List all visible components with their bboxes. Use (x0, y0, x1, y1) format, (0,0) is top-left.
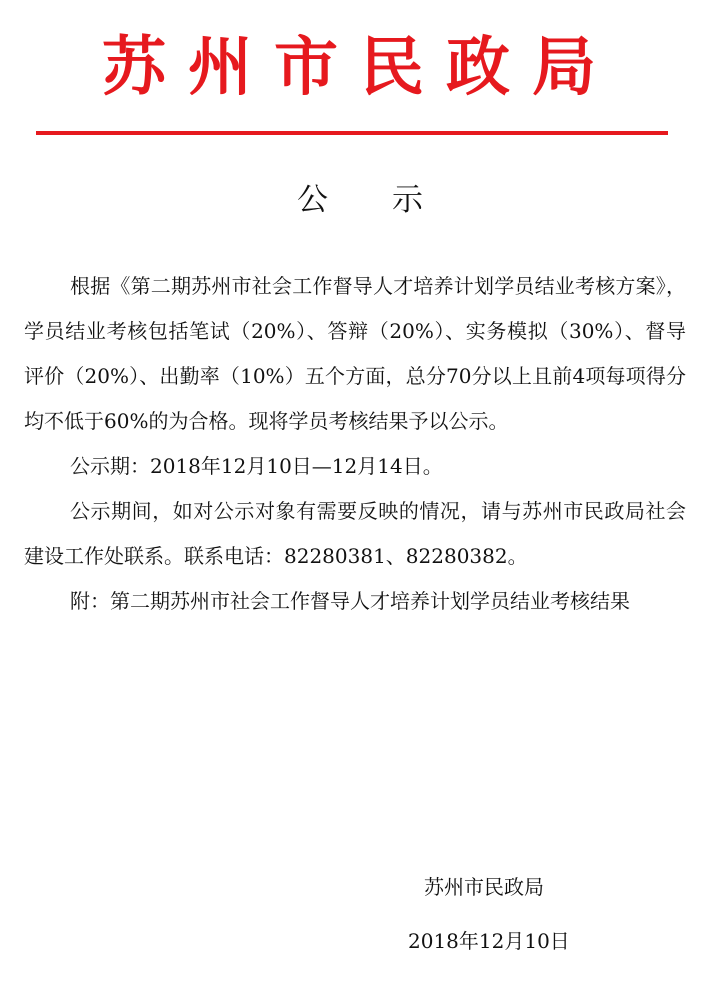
paragraph-attachment: 附：第二期苏州市社会工作督导人才培养计划学员结业考核结果 (70, 589, 630, 613)
signature-org: 苏州市民政局 (424, 875, 544, 899)
paragraph-contact: 公示期间，如对公示对象有需要反映的情况，请与苏州市民政局社会建设工作处联系。联系电话：82280381、82280382。 (24, 499, 686, 568)
signature-date: 2018年12月10日 (408, 929, 570, 953)
signature-block (380, 860, 660, 968)
paragraph-publicity-period: 公示期：2018年12月10日—12月14日。 (70, 454, 443, 478)
paragraph-assessment-rules: 根据《第二期苏州市社会工作督导人才培养计划学员结业考核方案》，学员结业考核包括笔试（20%）、答辩（20%）、实务模拟（30%）、督导评价（20%）、出勤率（10%）五个方面，总分70分以上且前4项每项得分均不低于60%的为合格。现将学员考核结果予以公示。 (24, 274, 686, 433)
notice-body (24, 264, 686, 624)
notice-title: 公示 (297, 182, 487, 218)
letterhead-title: 苏州市民政局 (102, 30, 618, 105)
letterhead-divider (36, 131, 668, 135)
